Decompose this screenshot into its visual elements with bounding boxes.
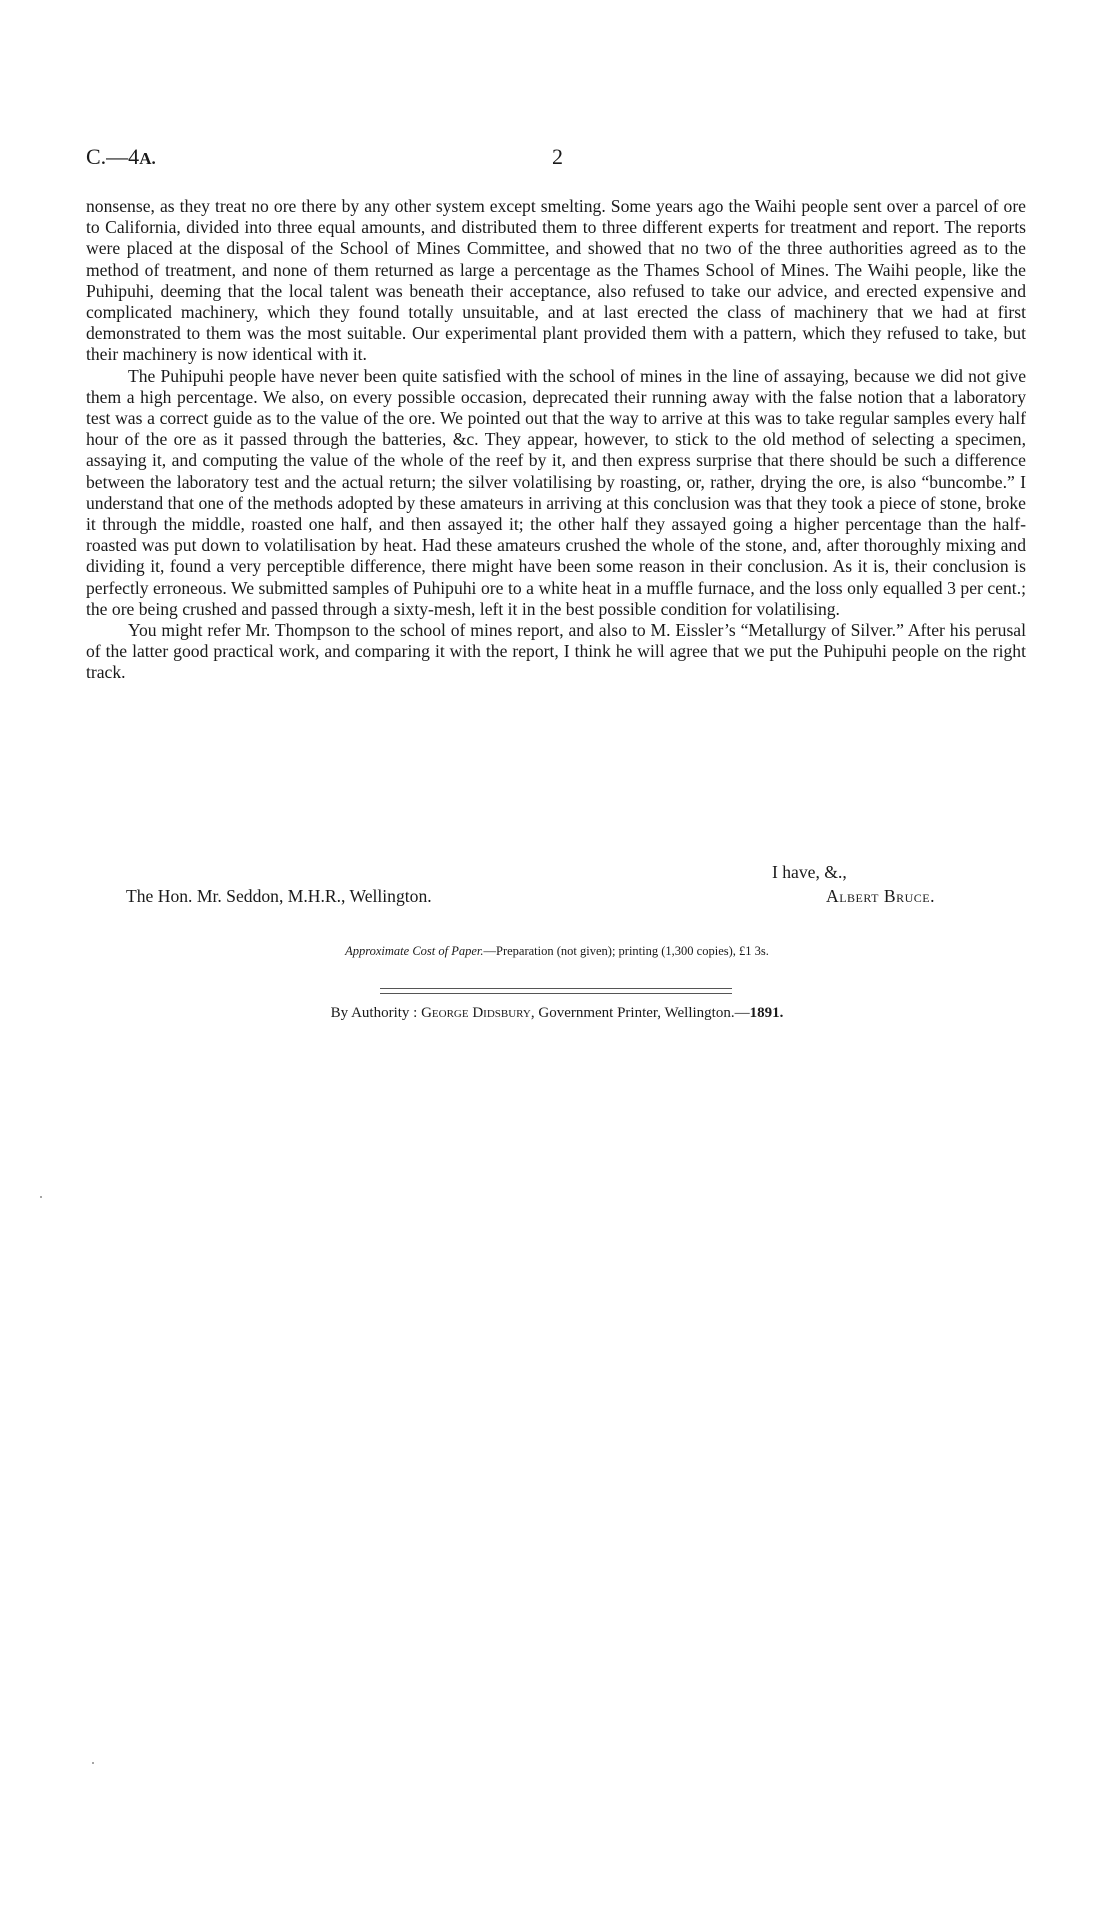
paper-speck <box>40 1196 42 1198</box>
paragraph-puhipuhi-assaying: The Puhipuhi people have never been quite satisfied with the school of mines in the line of assaying, because we did not give them a high percentage. We also, on every possible occasion, deprecated their running away with the false notion that a laboratory test was a correct guide as to the value of the ore. We pointed out that the way to arrive at this was to take regular samples every half hour of the ore as it passed through the batteries, &c. They appear, however, to stick to the old method of selecting a specimen, assaying it, and computing the value of the whole of the reef by it, and then express surprise that there should be such a difference between the laboratory test and the actual return; the silver volatilising by roasting, or, rather, drying the ore, is also “buncombe.” I understand that one of the methods adopted by these amateurs in arriving at this conclusion was that they took a piece of stone, broke it through the middle, roasted one half, and then assayed it; the other half they assayed going a higher percentage than the half-roasted was put down to volatilisation by heat. Had these amateurs crushed the whole of the stone, and, after thoroughly mixing and dividing it, found a very perceptible difference, there might have been some reason in their conclusion. As it is, their conclusion is perfectly erroneous. We submitted samples of Puhipuhi ore to a white heat in a muffle furnace, and the loss only equalled 3 per cent.; the ore being crushed and passed through a sixty-mesh, left it in the best possible condition for volatilising. <box>86 365 1026 619</box>
letter-body <box>86 196 1026 684</box>
imprint-prefix: By Authority : <box>330 1005 422 1021</box>
closing-salutation: I have, &., <box>772 862 847 882</box>
signature: Albert Bruce. <box>826 886 936 906</box>
divider-rule-bottom <box>380 993 732 994</box>
paper-speck <box>92 1762 94 1764</box>
imprint-middle: , Government Printer, Wellington.— <box>530 1005 750 1021</box>
imprint-year: 1891. <box>749 1005 784 1021</box>
addressee-line: The Hon. Mr. Seddon, M.H.R., Wellington. <box>126 886 432 906</box>
page-number: 2 <box>552 144 563 169</box>
report-reference-main: C.—4 <box>86 144 140 169</box>
cost-detail: —Preparation (not given); printing (1,300 copies), £1 3s. <box>483 944 769 958</box>
paragraph-continued: nonsense, as they treat no ore there by any other system except smelting. Some years ago the Waihi people sent over a parcel of ore to California, divided into three equal amounts, and distributed them to three different experts for treatment and report. The reports were placed at the disposal of the School of Mines Committee, and showed that no two of the three authorities agreed as to the method of treatment, and none of them returned as large a percentage as the Thames School of Mines. The Waihi people, like the Puhipuhi, deeming that the local talent was beneath their acceptance, also refused to take our advice, and erected expensive and complicated machinery, which they found totally unsuitable, and at last erected the class of machinery that we had at first demonstrated to them was the most suitable. Our experimental plant provided them with a pattern, which they refused to take, but their machinery is now identical with it. <box>86 196 1026 365</box>
page-header <box>86 144 1030 174</box>
letter-closing <box>86 862 1026 922</box>
cost-label: Approximate Cost of Paper. <box>345 944 484 958</box>
printer-name: George Didsbury <box>421 1005 531 1021</box>
report-reference <box>86 144 156 170</box>
report-reference-suffix: A. <box>139 149 156 168</box>
divider-rule-top <box>380 988 732 989</box>
paragraph-references: You might refer Mr. Thompson to the school of mines report, and also to M. Eissler’s “Metallurgy of Silver.” After his perusal of the latter good practical work, and comparing it with the report, I think he will agree that we put the Puhipuhi people on the right track. <box>86 620 1026 683</box>
cost-of-paper-note <box>0 944 1114 959</box>
printer-imprint <box>0 1005 1114 1022</box>
